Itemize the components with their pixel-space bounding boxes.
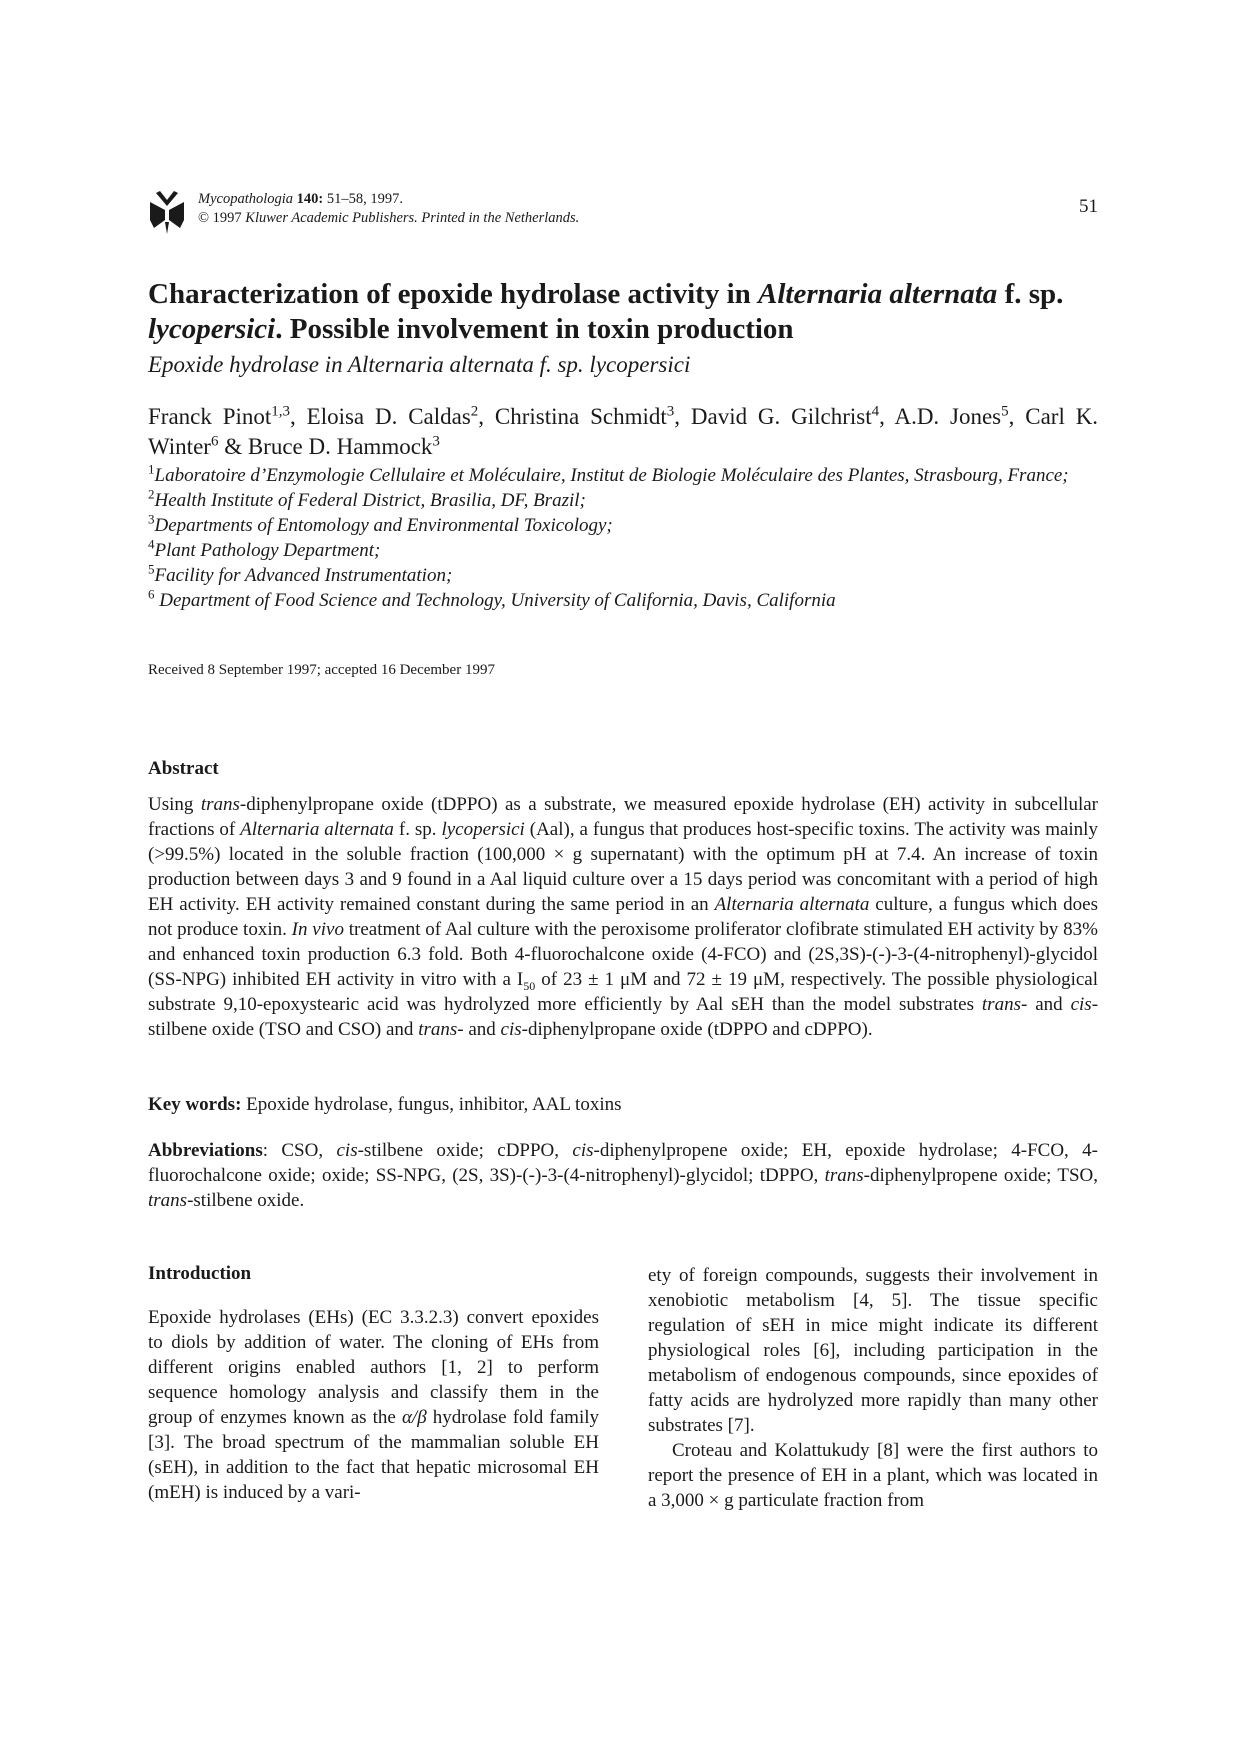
journal-info <box>198 190 579 228</box>
affiliation-number: 1 <box>148 461 155 477</box>
author-name: Carl K. Winter <box>148 404 1099 459</box>
text: f. sp. <box>393 819 442 840</box>
affiliation-number: 4 <box>148 536 155 552</box>
affiliation <box>148 463 1098 488</box>
introduction-right-column <box>648 1263 1098 1513</box>
text: : CSO, <box>262 1140 337 1161</box>
author-sep: , <box>674 404 691 429</box>
running-title: Epoxide hydrolase in Alternaria alternata f. sp. lycopersici <box>148 352 691 377</box>
abstract-text <box>148 792 1098 1042</box>
author-sep: , <box>879 404 895 429</box>
affiliation-list <box>148 463 1098 613</box>
abbreviations <box>148 1138 1098 1213</box>
abstract-heading: Abstract <box>148 758 219 779</box>
author-name: Christina Schmidt <box>494 404 667 429</box>
author-affil-sup: 6 <box>210 433 219 450</box>
paragraph: ety of foreign compounds, suggests their involvement in xenobiotic metabolism [4, 5]. The tissue specific regulation of sEH in mice might indicate its different physiological roles [6], including participation in the metabolism of endogenous compounds, since epoxides of fatty acids are hydrolyzed more rapidly than many other substrates [7]. <box>648 1265 1098 1436</box>
introduction-left-column <box>148 1305 599 1505</box>
affiliation <box>148 588 1098 613</box>
author <box>148 404 307 429</box>
text-italic: Alternaria alternata <box>714 894 870 915</box>
paper-title <box>148 277 1098 347</box>
author <box>495 404 691 429</box>
text-italic: trans <box>824 1165 864 1186</box>
author-name: Bruce D. Hammock <box>247 434 433 459</box>
author-name: A.D. Jones <box>894 404 1002 429</box>
text-italic: lycopersici <box>441 819 525 840</box>
text: -diphenylpropane oxide (tDPPO) as a substrate, we measured epoxide hydrolase (EH) activity in subcellular fractions of <box>148 794 1098 840</box>
author-affil-sup: 4 <box>871 403 880 420</box>
author-affil-sup: 5 <box>1001 403 1009 420</box>
affiliation-number: 6 <box>148 586 155 602</box>
text-italic: cis <box>336 1140 358 1161</box>
text: -diphenylpropane oxide (tDPPO and cDPPO). <box>521 1019 873 1040</box>
text: (Aal), a fungus that produces host-specific toxins. The activity was mainly (>99.5%) located in the soluble fraction (100,000 × g supernatant) with the optimum pH at 7.4. An increase of toxin production between days 3 and 9 found in a Aal liquid culture over a 15 days period was concomitant with a period of high EH activity. EH activity remained constant during the same period in an <box>148 819 1098 915</box>
text: culture, a fungus which does not produce toxin. <box>148 894 1098 940</box>
title-species: Alternaria alternata <box>758 278 998 310</box>
introduction-heading: Introduction <box>148 1263 252 1284</box>
author-affil-sup: 2 <box>470 403 479 420</box>
author-name: Eloisa D. Caldas <box>306 404 471 429</box>
journal-volume: 140: <box>296 191 324 207</box>
keywords-label: Key words: <box>148 1094 242 1115</box>
affiliation-number: 3 <box>148 511 155 527</box>
journal-name: Mycopathologia <box>198 191 294 207</box>
text: treatment of Aal culture with the peroxisome proliferator clofibrate stimulated EH activity by 83% and enhanced toxin production 6.3 fold. Both 4-fluorochalcone oxide (4-FCO) and (2S,3S)-(-)-3-(4-nitrophenyl)-glycidol (SS-NPG) inhibited EH activity in vitro with a I <box>148 919 1099 990</box>
copyright: © 1997 <box>198 210 246 226</box>
text: hydrolase fold family [3]. The broad spectrum of the mammalian soluble EH (sEH), in addition to the fact that hepatic microsomal EH (mEH) is induced by a vari- <box>148 1407 599 1503</box>
publisher-logo-icon <box>148 190 186 234</box>
text-italic: cis <box>500 1019 522 1040</box>
author <box>307 404 495 429</box>
text-italic: trans <box>418 1019 458 1040</box>
affiliation-number: 2 <box>148 486 155 502</box>
affiliation <box>148 563 1098 588</box>
publisher: Kluwer Academic Publishers. Printed in the Netherlands. <box>245 210 580 226</box>
text-italic: cis <box>572 1140 594 1161</box>
text: -stilbene oxide (TSO and CSO) and <box>148 994 1099 1040</box>
text: - and <box>1020 994 1071 1015</box>
author-name: Franck Pinot <box>148 404 272 429</box>
text: of 23 ± 1 μM and 72 ± 19 μM, respectively. The possible physiological substrate 9,10-epoxystearic acid was hydrolyzed more efficiently by Aal sEH than the model substrates <box>148 969 1098 1015</box>
keywords <box>148 1092 1098 1117</box>
received-dates: Received 8 September 1997; accepted 16 December 1997 <box>148 662 495 678</box>
affiliation <box>148 513 1098 538</box>
affiliation-text: Plant Pathology Department; <box>154 540 381 561</box>
journal-citation <box>198 190 579 209</box>
text-subscript: 50 <box>523 978 536 993</box>
page-header <box>148 190 1098 240</box>
text-italic: α/β <box>401 1407 427 1428</box>
affiliation-text: Health Institute of Federal District, Brasilia, DF, Brazil; <box>154 490 586 511</box>
author <box>894 404 1025 429</box>
author-list <box>148 402 1098 462</box>
author-sep: & <box>218 434 248 459</box>
author-sep: , <box>290 404 307 429</box>
abbreviations-label: Abbreviations <box>148 1140 263 1161</box>
affiliation-text: Facility for Advanced Instrumentation; <box>154 565 453 586</box>
title-text: Characterization of epoxide hydrolase activity in <box>148 278 759 310</box>
text-italic: Alternaria alternata <box>240 819 394 840</box>
text: -stilbene oxide. <box>187 1190 305 1211</box>
affiliation-text: Departments of Entomology and Environmental Toxicology; <box>154 515 613 536</box>
text-italic: cis <box>1070 994 1092 1015</box>
affiliation-text: Department of Food Science and Technology, University of California, Davis, California <box>154 590 836 611</box>
affiliation-text: Laboratoire d’Enzymologie Cellulaire et Moléculaire, Institut de Biologie Moléculaire des Plantes, Strasbourg, France; <box>154 465 1069 486</box>
text-italic: trans <box>148 1190 188 1211</box>
affiliation <box>148 538 1098 563</box>
keywords-text: Epoxide hydrolase, fungus, inhibitor, AAL toxins <box>241 1094 622 1115</box>
title-text: f. sp. <box>997 278 1064 310</box>
text-italic: trans <box>200 794 240 815</box>
author-name: David G. Gilchrist <box>690 404 872 429</box>
affiliation-number: 5 <box>148 561 155 577</box>
author-affil-sup: 3 <box>666 403 675 420</box>
text: -stilbene oxide; cDPPO, <box>357 1140 573 1161</box>
text: -diphenylpropene oxide; TSO, <box>863 1165 1098 1186</box>
text-italic: trans <box>981 994 1021 1015</box>
text: - and <box>457 1019 501 1040</box>
text: -diphenylpropene oxide; EH, epoxide hydrolase; 4-FCO, 4-fluorochalcone oxide; oxide; SS-NPG, (2S, 3S)-(-)-3-(4-nitrophenyl)-glycidol; tDPPO, <box>148 1140 1098 1186</box>
copyright-line <box>198 209 579 228</box>
text: Epoxide hydrolases (EHs) (EC 3.3.2.3) convert epoxides to diols by addition of water. The cloning of EHs from different origins enabled authors [1, 2] to perform sequence homology analysis and classify them in the group of enzymes known as the <box>148 1307 599 1428</box>
title-text: . Possible involvement in toxin production <box>275 313 794 345</box>
author-affil-sup: 1,3 <box>271 403 291 420</box>
affiliation <box>148 488 1098 513</box>
author-sep: , <box>1008 404 1026 429</box>
page-number: 51 <box>1079 196 1098 217</box>
author <box>248 434 440 459</box>
author <box>691 404 895 429</box>
author-affil-sup: 3 <box>432 433 440 450</box>
author-sep: , <box>478 404 495 429</box>
text-italic: In vivo <box>291 919 344 940</box>
title-species: lycopersici <box>148 313 276 345</box>
journal-pages: 51–58, 1997. <box>323 191 404 207</box>
text: Using <box>148 794 201 815</box>
paragraph: Croteau and Kolattukudy [8] were the first authors to report the presence of EH in a plant, which was located in a 3,000 × g particulate fraction from <box>648 1440 1098 1511</box>
